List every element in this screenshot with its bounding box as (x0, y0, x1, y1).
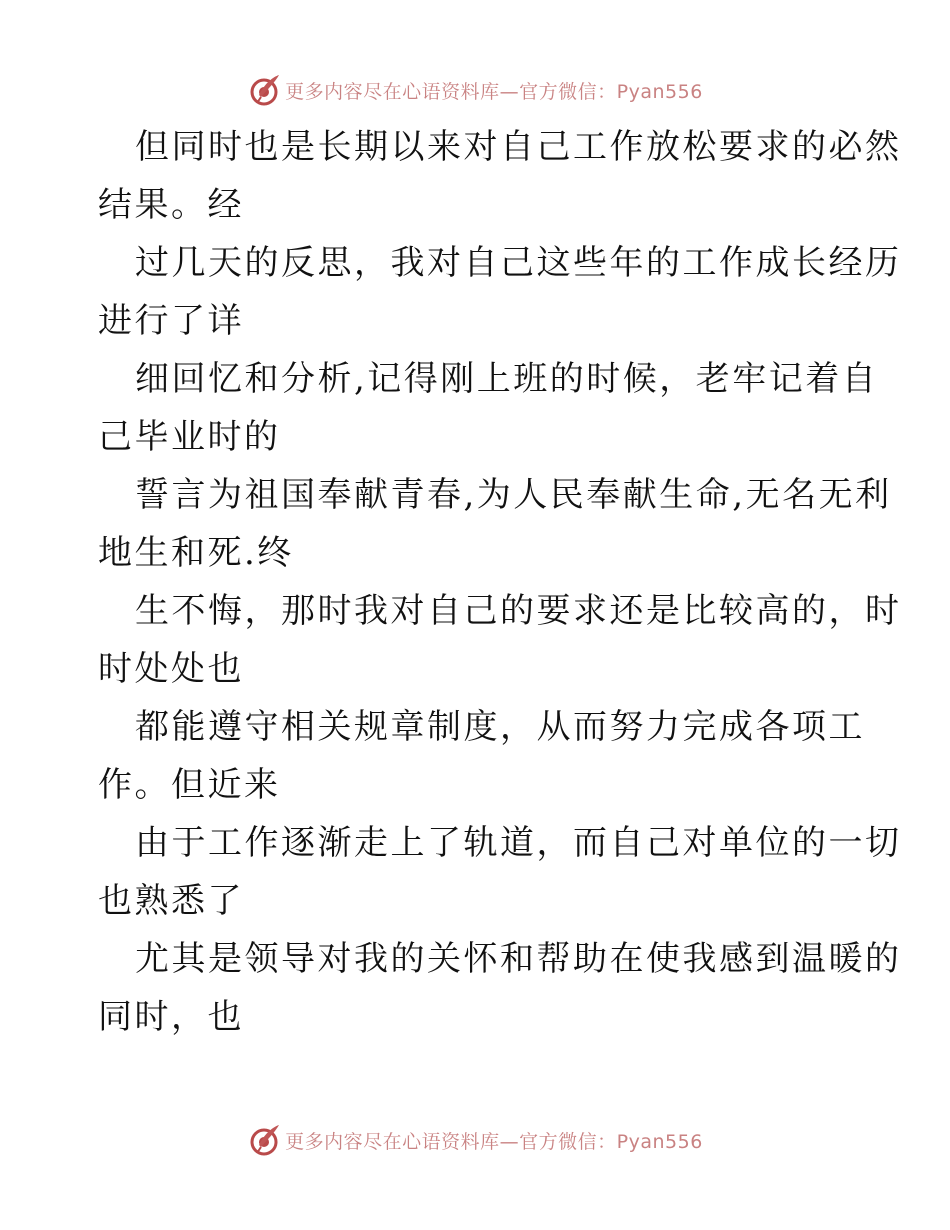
paragraph-line: 也熟悉了 (98, 881, 244, 921)
paragraph-line: 尤其是领导对我的关怀和帮助在使我感到温暖的 (135, 939, 902, 979)
document-body (98, 118, 902, 1046)
paragraph-line: 誓言为祖国奉献青春,为人民奉献生命,无名无利 (135, 475, 892, 515)
paragraph-line: 己毕业时的 (98, 417, 281, 457)
paragraph-line: 进行了详 (98, 301, 244, 341)
paragraph-line: 时处处也 (98, 649, 244, 689)
paragraph (98, 234, 902, 350)
paragraph-line: 同时，也 (98, 997, 244, 1037)
footer-banner (0, 1120, 950, 1160)
paragraph (98, 698, 865, 814)
footer-banner-text: 更多内容尽在心语资料库—官方微信：Pyan556 (285, 1130, 703, 1153)
paragraph-line: 生不悔，那时我对自己的要求还是比较高的，时 (135, 591, 902, 631)
paragraph-line: 过几天的反思，我对自己这些年的工作成长经历 (135, 243, 902, 283)
paragraph (98, 930, 902, 1046)
feather-quill-logo-icon (247, 1123, 281, 1157)
feather-quill-logo-icon (247, 73, 281, 107)
paragraph-line: 作。但近来 (98, 765, 281, 805)
paragraph-line: 地生和死.终 (98, 533, 294, 573)
paragraph-line: 都能遵守相关规章制度，从而努力完成各项工 (135, 707, 865, 747)
header-banner-text: 更多内容尽在心语资料库—官方微信：Pyan556 (285, 80, 703, 103)
paragraph-line: 由于工作逐渐走上了轨道，而自己对单位的一切 (135, 823, 902, 863)
paragraph-line: 但同时也是长期以来对自己工作放松要求的必然 (135, 127, 902, 167)
paragraph (98, 814, 902, 930)
paragraph-line: 细回忆和分析,记得刚上班的时候，老牢记着自 (135, 359, 879, 399)
paragraph (98, 582, 902, 698)
paragraph (98, 350, 879, 466)
paragraph (98, 118, 902, 234)
paragraph-line: 结果。经 (98, 185, 244, 225)
paragraph (98, 466, 892, 582)
header-banner (0, 70, 950, 110)
